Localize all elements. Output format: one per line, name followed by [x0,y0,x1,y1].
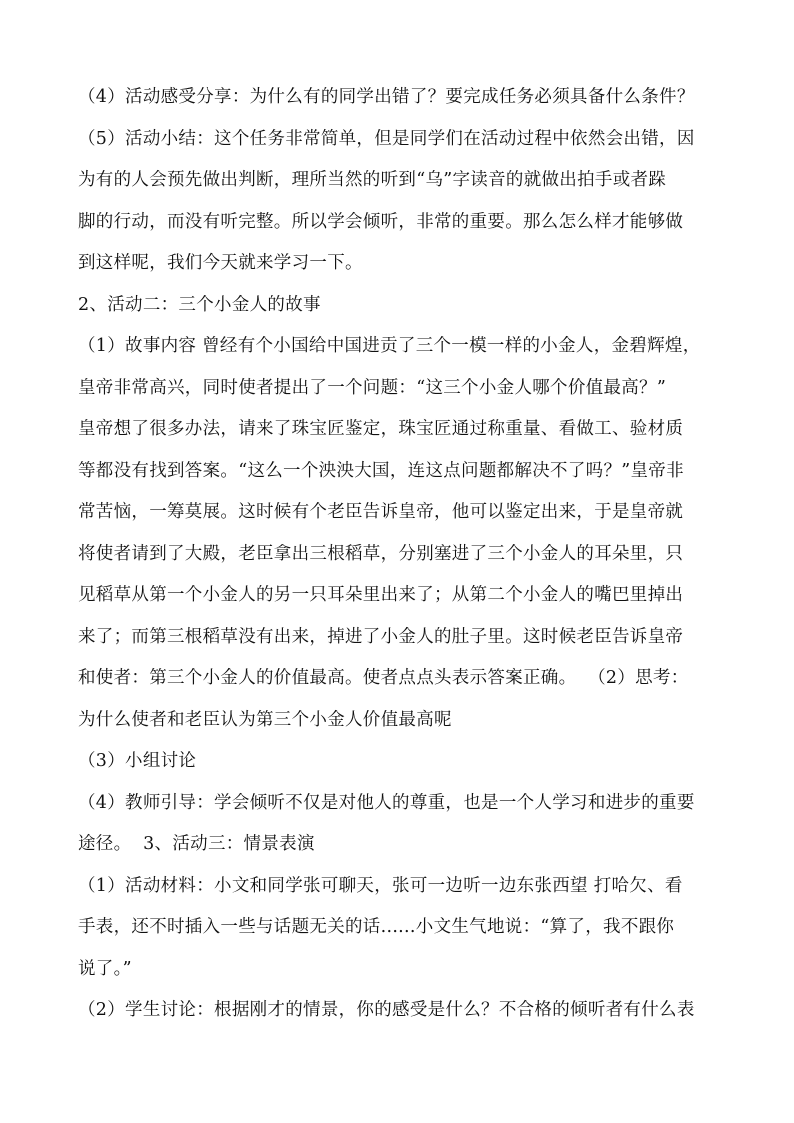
text-line: 脚的行动，而没有听完整。所以学会倾听，非常的重要。那么怎么样才能够做 [78,211,684,232]
section-heading: 2、活动二：三个小金人的故事 [78,294,321,315]
text-line: 常苦恼，一筹莫展。这时候有个老臣告诉皇帝，他可以鉴定出来，于是皇帝就 [78,502,684,522]
document-body [78,77,738,1032]
text-line: 途径。 3、活动三：情景表演 [78,834,315,854]
text-line: 等都没有找到答案。“这么一个泱泱大国，连这点问题都解决不了吗？”皇帝非 [78,460,684,481]
text-line: 为什么使者和老臣认为第三个小金人价值最高呢 [78,709,452,730]
text-line: 皇帝想了很多办法，请来了珠宝匠鉴定，珠宝匠通过称重量、看做工、验材质 [78,419,684,439]
text-line: 将使者请到了大殿，老臣拿出三根稻草，分别塞进了三个小金人的耳朵里，只 [78,543,684,564]
text-line: （3）小组讨论 [78,751,197,771]
text-line: （1）活动材料：小文和同学张可聊天，张可一边听一边东张西望 打哈欠、看 [78,875,683,896]
text-line: 手表，还不时插入一些与话题无关的话......小文生气地说：“算了，我不跟你 [78,917,675,937]
text-line: 说了。” [78,958,132,979]
text-line: 见稻草从第一个小金人的另一只耳朵里出来了；从第二个小金人的嘴巴里掉出 [78,585,684,605]
text-line: （4）教师引导：学会倾听不仅是对他人的尊重，也是一个人学习和进步的重要 [78,792,695,813]
text-line: （4）活动感受分享：为什么有的同学出错了？要完成任务必须具备什么条件？ [78,87,695,107]
text-line: 来了；而第三根稻草没有出来，掉进了小金人的肚子里。这时候老臣告诉皇帝 [78,626,684,647]
text-line: （2）学生讨论：根据刚才的情景，你的感受是什么？不合格的倾听者有什么表 [78,1000,695,1020]
text-line: 为有的人会预先做出判断，理所当然的听到“乌”字读音的就做出拍手或者跺 [78,170,667,190]
text-line: 到这样呢，我们今天就来学习一下。 [78,253,363,273]
text-line: 和使者：第三个小金人的价值最高。使者点点头表示答案正确。 （2）思考： [78,668,689,688]
text-line: （1）故事内容 曾经有个小国给中国进贡了三个一模一样的小金人，金碧辉煌， [78,336,701,356]
text-line: 皇帝非常高兴，同时使者提出了一个问题：“这三个小金人哪个价值最高？” [78,377,667,398]
text-line: （5）活动小结：这个任务非常简单，但是同学们在活动过程中依然会出错，因 [78,128,695,149]
